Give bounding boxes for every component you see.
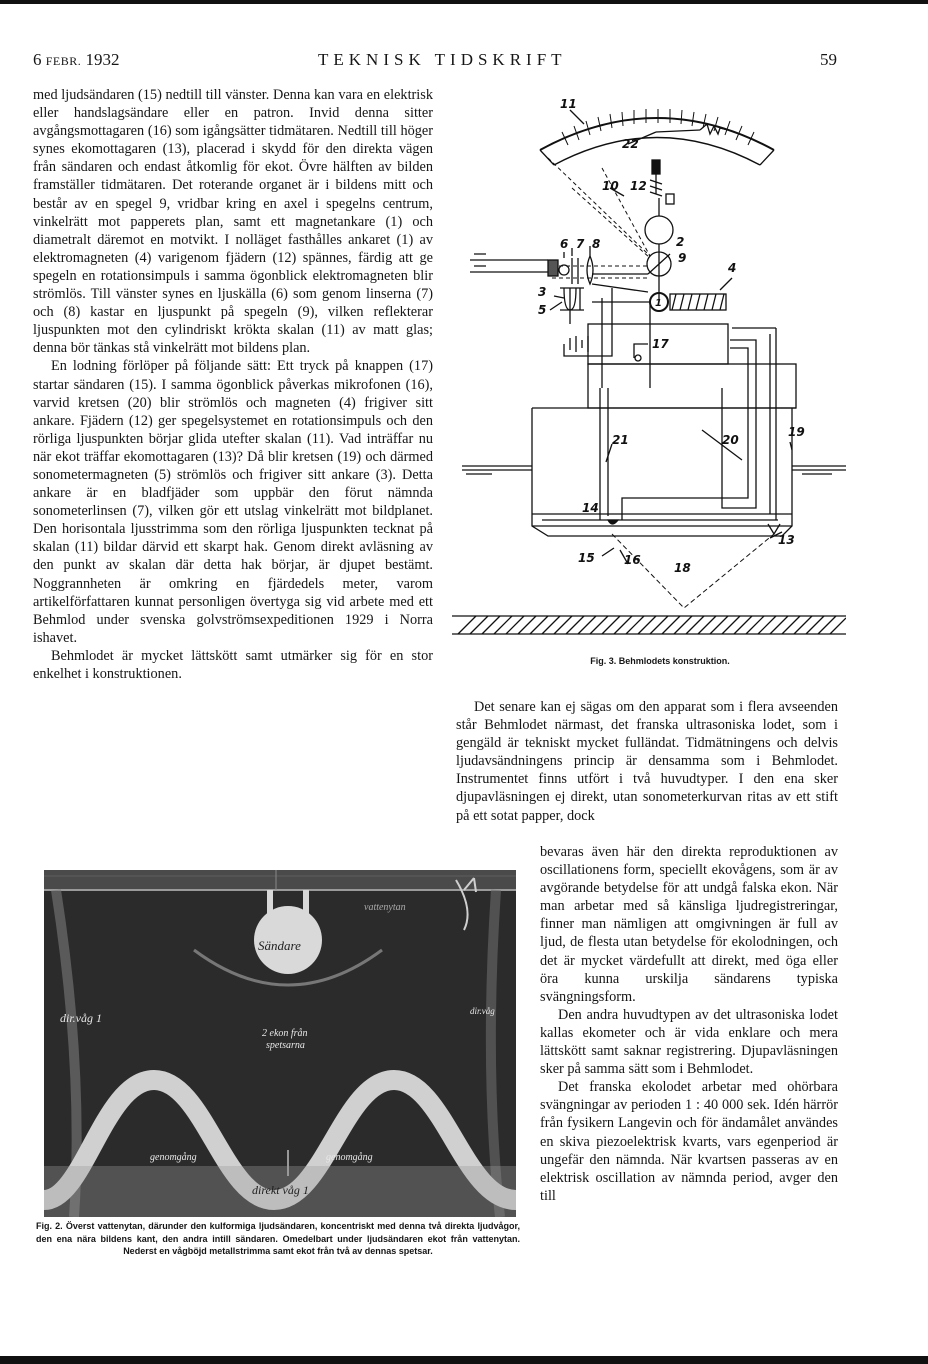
photo-label-direct-wave: direkt våg 1 — [252, 1183, 309, 1197]
label-8: 8 — [592, 237, 601, 251]
photo-label-echo-2: spetsarna — [266, 1040, 305, 1051]
label-1: 1 — [655, 298, 662, 309]
label-7: 7 — [576, 237, 585, 251]
label-11: 11 — [560, 97, 577, 111]
figure-3-caption: Fig. 3. Behmlodets konstruktion. — [590, 656, 730, 666]
journal-title: TEKNISK TIDSKRIFT — [318, 50, 567, 69]
paragraph: Behmlodet är mycket lättskött samt utmärker sig för en stor enkelhet i konstruktionen. — [33, 647, 433, 682]
label-15: 15 — [578, 551, 595, 565]
label-18: 18 — [674, 561, 691, 575]
page-edge-top — [0, 0, 928, 4]
photo-label-direct-left: dir.våg 1 — [60, 1011, 102, 1025]
paragraph: En lodning förlöper på följande sätt: Ett tryck på knappen (17) startar sändaren (15). I samma ögonblick påverkas mikrofonen (16), varvid kretsen (20) blir strömlös och magneten (4) frigiver sitt ankare. Fjädern (12) ger spegelsystemet en rotationsimpuls och den rörliga ljuspunkten börjar glida utefter skalan (11). Vad inträffar nu när ekot träffar ekomottagaren (13)? Då blir kretsen (19) och därmed sonometermagneten (5) strömlös och frigiver sitt ankare (3). Detta ankare är en bladfjäder som uppbär den förut nämnda sonometerlinsen (7), vilken gör ett utslag vinkelrätt mot bildplanet. Den horisontala ljusstrimma som den rörliga ljuspunkten tecknat på skalan (11) bildar därvid ett skarpt hak. Genom direkt avläsning av den punkt av skalan där detta hak börjar, är djupet bestämt. Noggrannheten är omkring en fjärdedels meter, varom artikelförfattaren kunnat personligen övertyga sig vid arbete med ett Behmlod under svenska golvströmsexpeditionen 1929 i Norra ishavet. — [33, 358, 433, 646]
label-4: 4 — [728, 261, 737, 275]
label-3: 3 — [538, 285, 547, 299]
left-column — [33, 86, 433, 683]
photo-label-direct-right: dir.våg — [470, 1006, 495, 1016]
paragraph: med ljudsändaren (15) nedtill till vänster. Denna kan vara en elektrisk eller handslagsändare eller en patron. Invid denna sitter avgångsmottagaren (16) som igångsätter tidmätaren. Nedtill till höger synes ekomottagaren (13), placerad i skydd för den direkta vägen från sändaren och endast åtkomlig för ekot. Övre hälften av bilden framställer tidmätaren. Det roterande organet är i bildens mitt och består av en spegel 9, vridbar kring en axel i spegelns centrum, vinkelrätt mot papperets plan, samt ett magnetankare (1) och diametralt däremot en motvikt. I nolläget fasthålles ankaret (1) av elektromagneten (4) varigenom fjädern (12) spännes, färdig att ge spegeln en rotationsimpuls i samma ögonblick elektromagneten blir strömlös. Till vänster synes en ljuskälla (6) som genom linserna (7) och (8) kastar en ljuspunkt på spegeln (9), vilken reflekterar ljuspunkten mot den cylindriskt krökta skalan (11) av matt glas; denna bör tänkas stå vinkelrätt mot bildens plan. — [33, 87, 433, 357]
label-19: 19 — [788, 425, 805, 439]
label-5: 5 — [538, 303, 547, 317]
label-2: 2 — [676, 235, 685, 249]
paragraph: Det franska ekolodet arbetar med ohörbara svängningar av perioden 1 : 40 000 sek. Idén härrör från fysikern Langevin och för ändamålet användes en skiva piezoelektrisk kvarts, vars egenperiod är ungefär den nämnda. När kvartsen passeras av en elektrisk oscillation av nämnda period, avger den till — [540, 1079, 838, 1204]
figure-2-caption: Fig. 2. Överst vattenytan, därunder den kulformiga ljudsändaren, koncentriskt med denna två direkta ljudvågor, den ena nära bildens kant, den andra intill sändaren. Omedelbart under ljudsändaren ekot från vattenytan. Nederst en vågböjd metallstrimma samt ekot från två av dennas spetsar. — [36, 1221, 520, 1256]
photo-label-passage-left: genomgång — [150, 1152, 197, 1163]
page-edge-bottom — [0, 1356, 928, 1364]
header-date — [33, 50, 120, 70]
label-21: 21 — [612, 433, 629, 447]
date-day: 6 — [33, 50, 42, 69]
label-14: 14 — [582, 501, 599, 515]
date-month: FEBR. — [45, 54, 82, 68]
right-column-bottom — [540, 843, 838, 1205]
oscillogram-image — [44, 870, 516, 1217]
paragraph: bevaras även här den direkta reproduktionen av oscillationens form, speciellt ekovågens, som är av avgörande betydelse för att undgå falska ekon. När man arbetar med så känsliga ljudregistreringar, finner man nämligen att omgivningen är full av ljud, de flesta utan betydelse för ekolodningen, och det är mycket värdefullt att direkt, med öga eller öra kunna urskilja sändarens typiska svängningsform. — [540, 844, 838, 1005]
label-17: 17 — [652, 337, 669, 351]
photo-label-surface: vattenytan — [364, 902, 406, 913]
label-10: 10 — [602, 179, 619, 193]
page-number: 59 — [820, 50, 837, 69]
label-13: 13 — [778, 533, 795, 547]
figure-3-diagram — [452, 88, 846, 648]
label-16: 16 — [624, 553, 641, 567]
paragraph: Det senare kan ej sägas om den apparat som i flera avseenden står Behmlodet närmast, det franska ultrasoniska lodet, som i gengäld är tekniskt mycket fulländat. Tidmätningens och delvis ljudavsändningens princip är densamma som i Behmlodet. Instrumentet finns utfört i två huvudtyper. I den ena sker djupavläsningen ej direkt, utan sonometerkurvan ritas av ett stift på ett sotat papper, dock — [456, 699, 838, 824]
photo-label-sender: Sändare — [258, 938, 301, 953]
label-9: 9 — [678, 251, 687, 265]
label-20: 20 — [722, 433, 739, 447]
paragraph: Den andra huvudtypen av det ultrasoniska lodet kallas ekometer och är vida enklare och mera lättskött samt saknar registrering. Djupavläsningen sker på samma sätt som i Behmlodet. — [540, 1006, 838, 1078]
label-22: 22 — [622, 137, 639, 151]
label-12: 12 — [630, 179, 647, 193]
photo-label-echo-1: 2 ekon från — [262, 1028, 308, 1039]
right-column-top — [456, 698, 838, 825]
label-6: 6 — [560, 237, 569, 251]
date-year: 1932 — [85, 50, 120, 69]
figure-2-photo — [44, 870, 516, 1217]
photo-label-passage-right: genomgång — [326, 1152, 373, 1163]
